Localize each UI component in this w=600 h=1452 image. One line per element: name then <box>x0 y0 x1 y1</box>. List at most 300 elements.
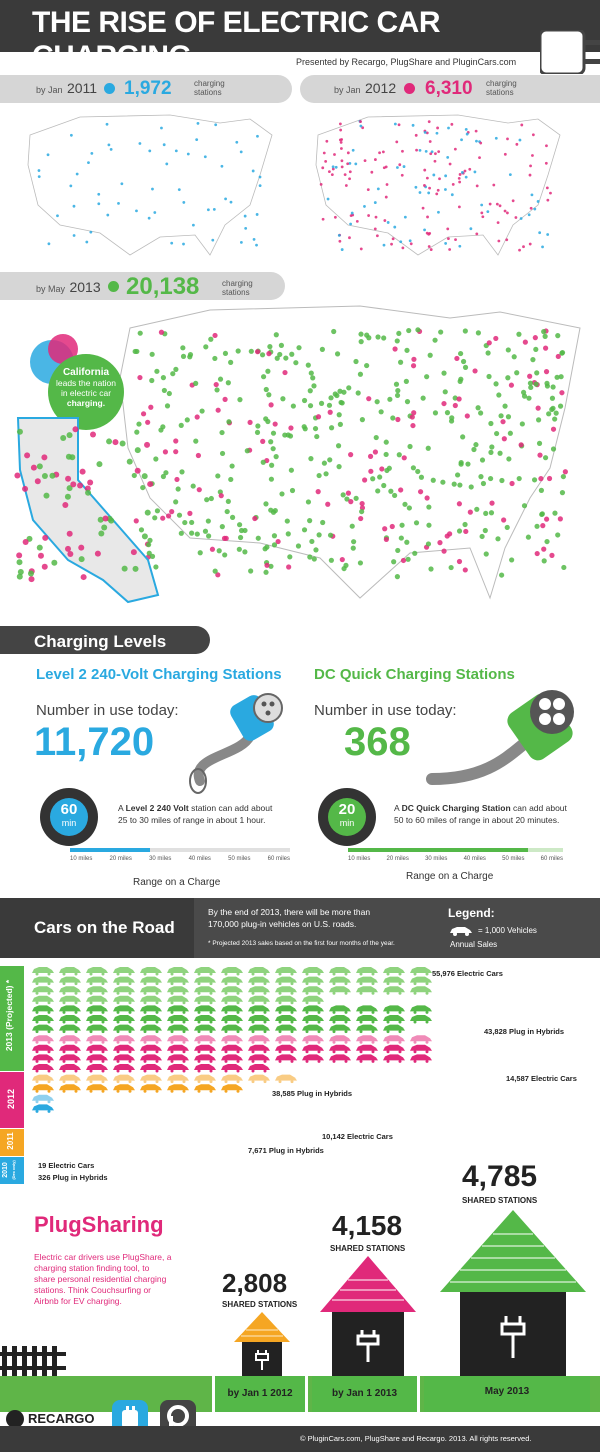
station-dot <box>106 438 112 444</box>
car-wheel <box>156 982 159 985</box>
car-wheel <box>318 1041 321 1044</box>
station-dot <box>429 140 432 143</box>
car-wheel <box>63 973 66 976</box>
car-wheel <box>129 1001 132 1004</box>
car-wheel <box>171 1090 174 1093</box>
station-dot <box>122 566 128 572</box>
station-dot <box>364 363 369 368</box>
car-wheel <box>291 1001 294 1004</box>
station-dot <box>237 397 242 402</box>
car-wheel <box>117 1030 120 1033</box>
car-wheel <box>144 973 147 976</box>
car-icon <box>86 1005 108 1011</box>
car-wheel <box>414 973 417 976</box>
car-wheel <box>210 973 213 976</box>
label-2012-ev: 14,587 Electric Cars <box>506 1074 577 1083</box>
station-dot <box>541 547 546 552</box>
car-icon <box>140 996 162 1002</box>
station-dot <box>337 389 342 394</box>
station-dot <box>167 391 172 396</box>
car-wheel <box>198 1070 201 1073</box>
car-wheel <box>117 1021 120 1024</box>
car-wheel <box>333 1011 336 1014</box>
car-wheel <box>144 1070 147 1073</box>
car-icon <box>248 996 270 1002</box>
station-dot <box>206 533 211 538</box>
car-icon <box>275 986 297 992</box>
car-wheel <box>345 973 348 976</box>
car-icon <box>113 1015 135 1021</box>
car-wheel <box>360 982 363 985</box>
car-wheel <box>210 1070 213 1073</box>
car-icon <box>113 1064 135 1070</box>
house2-value: 4,158 <box>332 1210 403 1241</box>
station-dot <box>349 223 352 226</box>
car-wheel <box>264 1021 267 1024</box>
car-icon <box>59 1075 81 1081</box>
car-icon <box>275 1005 297 1011</box>
car-icon <box>275 996 297 1002</box>
station-dot <box>560 490 565 495</box>
car-icon <box>248 986 270 992</box>
car-wheel <box>48 992 51 995</box>
car-icon <box>356 986 378 992</box>
level2-description: A Level 2 240 Volt station can add about 25 to 30 miles of range in about 1 hour. <box>118 803 273 825</box>
car-wheel <box>333 1041 336 1044</box>
car-wheel <box>48 1080 51 1083</box>
car-icon <box>383 1025 405 1031</box>
station-dot <box>265 369 270 374</box>
level2-caption: Range on a Charge <box>133 877 221 888</box>
label-2010-ev: 19 Electric Cars <box>38 1161 95 1170</box>
car-wheel <box>183 1021 186 1024</box>
car-icon <box>32 1075 54 1081</box>
station-dot <box>293 360 298 365</box>
car-wheel <box>171 1070 174 1073</box>
car-wheel <box>129 1050 132 1053</box>
dc-description: A DC Quick Charging Station can add about 50 to 60 miles of range in about 20 minutes. <box>394 803 567 825</box>
station-dot <box>282 370 287 375</box>
station-dot <box>464 170 467 173</box>
station-dot <box>38 169 41 172</box>
car-wheel <box>171 982 174 985</box>
car-wheel <box>129 1041 132 1044</box>
station-dot <box>179 469 184 474</box>
station-dot <box>95 551 101 557</box>
station-dot <box>411 357 416 362</box>
station-dot <box>348 177 351 180</box>
stat-year: 2011 <box>66 80 98 96</box>
car-wheel <box>198 1080 201 1083</box>
station-dot <box>539 488 544 493</box>
station-dot <box>329 558 334 563</box>
station-dot <box>142 473 148 479</box>
car-wheel <box>333 973 336 976</box>
station-dot <box>458 351 463 356</box>
station-dot <box>367 188 370 191</box>
dc-scale-labels: 10 miles 20 miles 30 miles 40 miles 50 miles 60 miles <box>348 856 563 862</box>
station-dot <box>16 552 22 558</box>
station-dot <box>271 446 276 451</box>
station-dot <box>212 333 217 338</box>
station-dot <box>182 243 185 246</box>
station-dot <box>135 468 141 474</box>
station-dot <box>188 352 193 357</box>
station-dot <box>409 239 412 242</box>
car-wheel <box>306 982 309 985</box>
year-label-2012: 2012 <box>6 1088 16 1110</box>
station-dot <box>139 142 142 145</box>
station-dot <box>336 443 341 448</box>
station-dot <box>29 576 35 582</box>
car-wheel <box>90 982 93 985</box>
station-dot <box>468 510 473 515</box>
house2-date: by Jan 1 2013 <box>312 1376 420 1412</box>
station-dot <box>428 245 431 248</box>
station-dot <box>506 212 509 215</box>
car-wheel <box>144 1050 147 1053</box>
station-dot <box>96 461 102 467</box>
car-icon <box>32 1035 54 1041</box>
station-dot <box>249 349 254 354</box>
station-dot <box>388 489 393 494</box>
car-wheel <box>129 1090 132 1093</box>
car-icon <box>194 967 216 973</box>
station-dot <box>533 382 538 387</box>
car-wheel <box>264 1080 267 1083</box>
station-dot <box>240 151 243 154</box>
car-icon <box>221 1015 243 1021</box>
station-dot <box>449 415 454 420</box>
car-wheel <box>399 1021 402 1024</box>
station-dot <box>358 560 363 565</box>
station-dot <box>359 509 364 514</box>
car-icon <box>167 986 189 992</box>
station-dot <box>237 547 242 552</box>
station-dot <box>449 565 454 570</box>
car-icon <box>221 1035 243 1041</box>
car-wheel <box>198 1090 201 1093</box>
station-dot <box>523 340 528 345</box>
station-dot <box>480 457 485 462</box>
car-wheel <box>36 1021 39 1024</box>
car-icon <box>140 1075 162 1081</box>
station-dot <box>309 370 314 375</box>
station-dot <box>43 493 49 499</box>
car-icon <box>302 1054 324 1060</box>
car-wheel <box>399 992 402 995</box>
station-dot <box>17 559 23 565</box>
station-dot <box>359 125 362 128</box>
station-dot <box>226 499 231 504</box>
station-dot <box>436 132 439 135</box>
car-icon <box>140 1005 162 1011</box>
station-dot <box>537 441 542 446</box>
car-wheel <box>90 973 93 976</box>
station-dot <box>240 241 243 244</box>
station-dot <box>222 552 227 557</box>
station-dot <box>394 382 399 387</box>
car-wheel <box>63 1041 66 1044</box>
station-dot <box>327 198 330 201</box>
car-icon <box>113 1005 135 1011</box>
station-dot <box>222 397 227 402</box>
car-wheel <box>291 1060 294 1063</box>
station-dot <box>398 163 401 166</box>
station-dot <box>306 499 311 504</box>
station-dot <box>338 240 341 243</box>
car-wheel <box>387 1021 390 1024</box>
car-icon <box>140 1054 162 1060</box>
car-wheel <box>102 1050 105 1053</box>
station-dot <box>348 499 353 504</box>
car-icon <box>32 1005 54 1011</box>
station-dot <box>515 143 518 146</box>
plugsharing-body: Electric car drivers use PlugShare, a charging station finding tool, to share personal residential charging stations. Think Couchsurfing or Airbnb for EV charging. <box>34 1252 172 1306</box>
car-wheel <box>75 1070 78 1073</box>
station-dot <box>414 520 419 525</box>
station-dot <box>461 359 466 364</box>
car-wheel <box>183 973 186 976</box>
station-dot <box>352 149 355 152</box>
station-dot <box>345 184 348 187</box>
station-dot <box>375 399 380 404</box>
station-dot <box>426 232 429 235</box>
car-wheel <box>252 992 255 995</box>
station-dot <box>516 332 521 337</box>
car-wheel <box>237 1030 240 1033</box>
station-dot <box>226 419 231 424</box>
car-wheel <box>306 973 309 976</box>
dc-caption: Range on a Charge <box>406 871 494 882</box>
station-dot <box>398 487 403 492</box>
car-wheel <box>48 1110 51 1113</box>
car-wheel <box>252 1030 255 1033</box>
station-dot <box>401 246 404 249</box>
station-dot <box>401 558 406 563</box>
station-dot <box>151 188 154 191</box>
station-dot <box>418 489 423 494</box>
car-wheel <box>345 982 348 985</box>
station-dot <box>536 417 541 422</box>
car-icon <box>32 967 54 973</box>
car-wheel <box>144 1090 147 1093</box>
car-wheel <box>345 1011 348 1014</box>
car-wheel <box>183 1041 186 1044</box>
station-dot <box>448 248 451 251</box>
station-dot <box>22 486 28 492</box>
car-icon <box>194 1064 216 1070</box>
station-dot <box>348 452 353 457</box>
station-dot <box>445 533 450 538</box>
station-dot <box>472 368 477 373</box>
station-dot <box>457 482 462 487</box>
car-wheel <box>237 1050 240 1053</box>
car-wheel <box>129 1060 132 1063</box>
car-icon <box>167 1045 189 1051</box>
station-dot <box>56 214 59 217</box>
car-wheel <box>237 973 240 976</box>
car-icon <box>59 1035 81 1041</box>
station-dot <box>341 248 344 251</box>
us-map-2013 <box>110 298 590 608</box>
station-dot <box>500 419 505 424</box>
car-wheel <box>36 1060 39 1063</box>
station-dot <box>206 518 211 523</box>
station-dot <box>538 476 543 481</box>
station-dot <box>49 473 55 479</box>
station-dot <box>219 430 224 435</box>
station-dot <box>463 567 468 572</box>
station-dot <box>70 134 73 137</box>
station-dot <box>341 166 344 169</box>
station-dot <box>410 423 415 428</box>
level2-number-label: Number in use today: <box>36 702 179 719</box>
stat-by: by Jan <box>36 85 63 95</box>
station-dot <box>404 540 409 545</box>
station-dot <box>112 439 118 445</box>
car-wheel <box>75 1001 78 1004</box>
station-dot <box>47 153 50 156</box>
car-icon <box>221 1075 243 1081</box>
car-icon <box>275 1045 297 1051</box>
station-dot <box>309 539 314 544</box>
station-dot <box>189 531 194 536</box>
car-wheel <box>237 1060 240 1063</box>
station-dot <box>554 375 559 380</box>
station-dot <box>381 483 386 488</box>
car-wheel <box>75 992 78 995</box>
car-icon <box>356 967 378 973</box>
car-icon <box>410 967 432 973</box>
car-wheel <box>198 1041 201 1044</box>
station-dot <box>493 381 498 386</box>
car-wheel <box>318 1001 321 1004</box>
car-icon <box>329 1054 351 1060</box>
station-dot <box>489 501 494 506</box>
station-dot <box>341 159 344 162</box>
station-dot <box>527 374 532 379</box>
station-dot <box>437 189 440 192</box>
section-charging-levels: Charging Levels <box>0 626 210 654</box>
station-dot <box>366 335 371 340</box>
station-dot <box>341 566 346 571</box>
station-dot <box>376 234 379 237</box>
car-icon <box>248 1035 270 1041</box>
label-2013-ev: 55,976 Electric Cars <box>432 969 503 978</box>
station-dot <box>328 533 333 538</box>
station-dot <box>475 130 478 133</box>
station-dot <box>462 522 467 527</box>
car-wheel <box>171 1041 174 1044</box>
station-dot <box>419 475 424 480</box>
car-wheel <box>117 1090 120 1093</box>
car-icon <box>329 967 351 973</box>
station-dot <box>390 243 393 246</box>
station-dot <box>398 360 403 365</box>
station-dot <box>480 204 483 207</box>
car-wheel <box>318 1011 321 1014</box>
car-wheel <box>48 1060 51 1063</box>
car-icon <box>356 1025 378 1031</box>
car-icon <box>248 1005 270 1011</box>
car-wheel <box>144 1030 147 1033</box>
car-icon <box>248 977 270 983</box>
car-icon <box>86 1054 108 1060</box>
car-wheel <box>360 1030 363 1033</box>
house1-date: by Jan 1 2012 <box>212 1376 308 1412</box>
car-wheel <box>171 1021 174 1024</box>
station-dot <box>220 524 225 529</box>
car-wheel <box>291 1080 294 1083</box>
station-dot <box>528 213 531 216</box>
station-dot <box>363 205 366 208</box>
station-dot <box>434 160 437 163</box>
station-dot <box>198 550 203 555</box>
car-wheel <box>399 1060 402 1063</box>
station-dot <box>14 472 20 478</box>
car-wheel <box>90 1060 93 1063</box>
car-icon <box>221 1054 243 1060</box>
station-dot <box>374 201 377 204</box>
car-wheel <box>225 992 228 995</box>
car-icon <box>86 977 108 983</box>
station-dot <box>375 488 380 493</box>
car-wheel <box>102 1080 105 1083</box>
car-wheel <box>318 1021 321 1024</box>
station-dot <box>302 424 307 429</box>
car-wheel <box>210 1050 213 1053</box>
station-dot <box>405 399 410 404</box>
car-icon <box>140 967 162 973</box>
car-wheel <box>372 1050 375 1053</box>
station-dot <box>521 390 526 395</box>
car-wheel <box>117 982 120 985</box>
station-dot <box>37 545 43 551</box>
station-dot <box>256 213 259 216</box>
legend-sub: Annual Sales <box>450 940 498 949</box>
station-dot <box>213 569 218 574</box>
station-dot <box>428 566 433 571</box>
station-dot <box>219 493 224 498</box>
car-wheel <box>252 1001 255 1004</box>
station-dot <box>415 327 420 332</box>
station-dot <box>286 531 291 536</box>
car-wheel <box>279 1021 282 1024</box>
car-wheel <box>90 992 93 995</box>
station-dot <box>501 517 506 522</box>
station-dot <box>533 208 536 211</box>
car-wheel <box>129 1011 132 1014</box>
car-icon <box>140 986 162 992</box>
station-dot <box>223 351 228 356</box>
station-dot <box>358 516 363 521</box>
station-dot <box>364 159 367 162</box>
station-dot <box>563 469 568 474</box>
car-icon <box>86 1075 108 1081</box>
station-dot <box>72 426 78 432</box>
car-icon <box>356 977 378 983</box>
car-wheel <box>156 1041 159 1044</box>
station-dot <box>320 520 325 525</box>
station-dot <box>313 426 318 431</box>
station-dot <box>552 511 557 516</box>
station-dot <box>252 516 257 521</box>
station-dot <box>529 164 532 167</box>
station-dot <box>378 151 381 154</box>
station-dot <box>465 176 468 179</box>
station-dot <box>398 123 401 126</box>
